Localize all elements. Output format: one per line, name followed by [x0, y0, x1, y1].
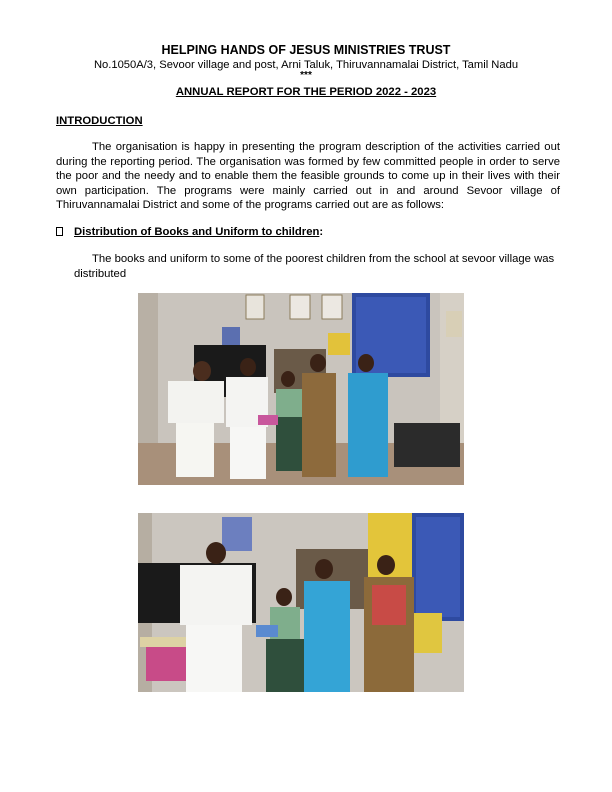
section-paragraph [74, 252, 560, 281]
report-title: ANNUAL REPORT FOR THE PERIOD 2022 - 2023 [175, 86, 437, 98]
introduction-paragraph [56, 140, 560, 213]
introduction-heading: INTRODUCTION [56, 115, 143, 127]
section-heading-colon: : [319, 226, 324, 238]
section-text: The books and uniform to some of the poorest children from the school at sevoor village was distributed [74, 253, 555, 280]
distribution-photo-2 [138, 513, 464, 692]
organization-name: HELPING HANDS OF JESUS MINISTRIES TRUST [161, 43, 451, 57]
separator-stars: *** [300, 70, 312, 81]
distribution-photo-1 [138, 293, 464, 485]
section-heading-text: Distribution of Books and Uniform to children [74, 226, 320, 238]
bullet-icon [56, 227, 63, 236]
organization-address: No.1050A/3, Sevoor village and post, Arni Taluk, Thiruvannamalai District, Tamil Nadu [93, 59, 519, 71]
section-heading [74, 225, 323, 239]
introduction-text: The organisation is happy in presenting the program description of the activities carried out during the reporting period. The organisation was formed by few committed people in order to serve the poor and the needy and to enable them the feasible grounds to come up in their lives with their own participation. The programs were mainly carried out in and around Sevoor village of Thiruvannamalai District and some of the programs carried out are as follows: [56, 141, 560, 212]
